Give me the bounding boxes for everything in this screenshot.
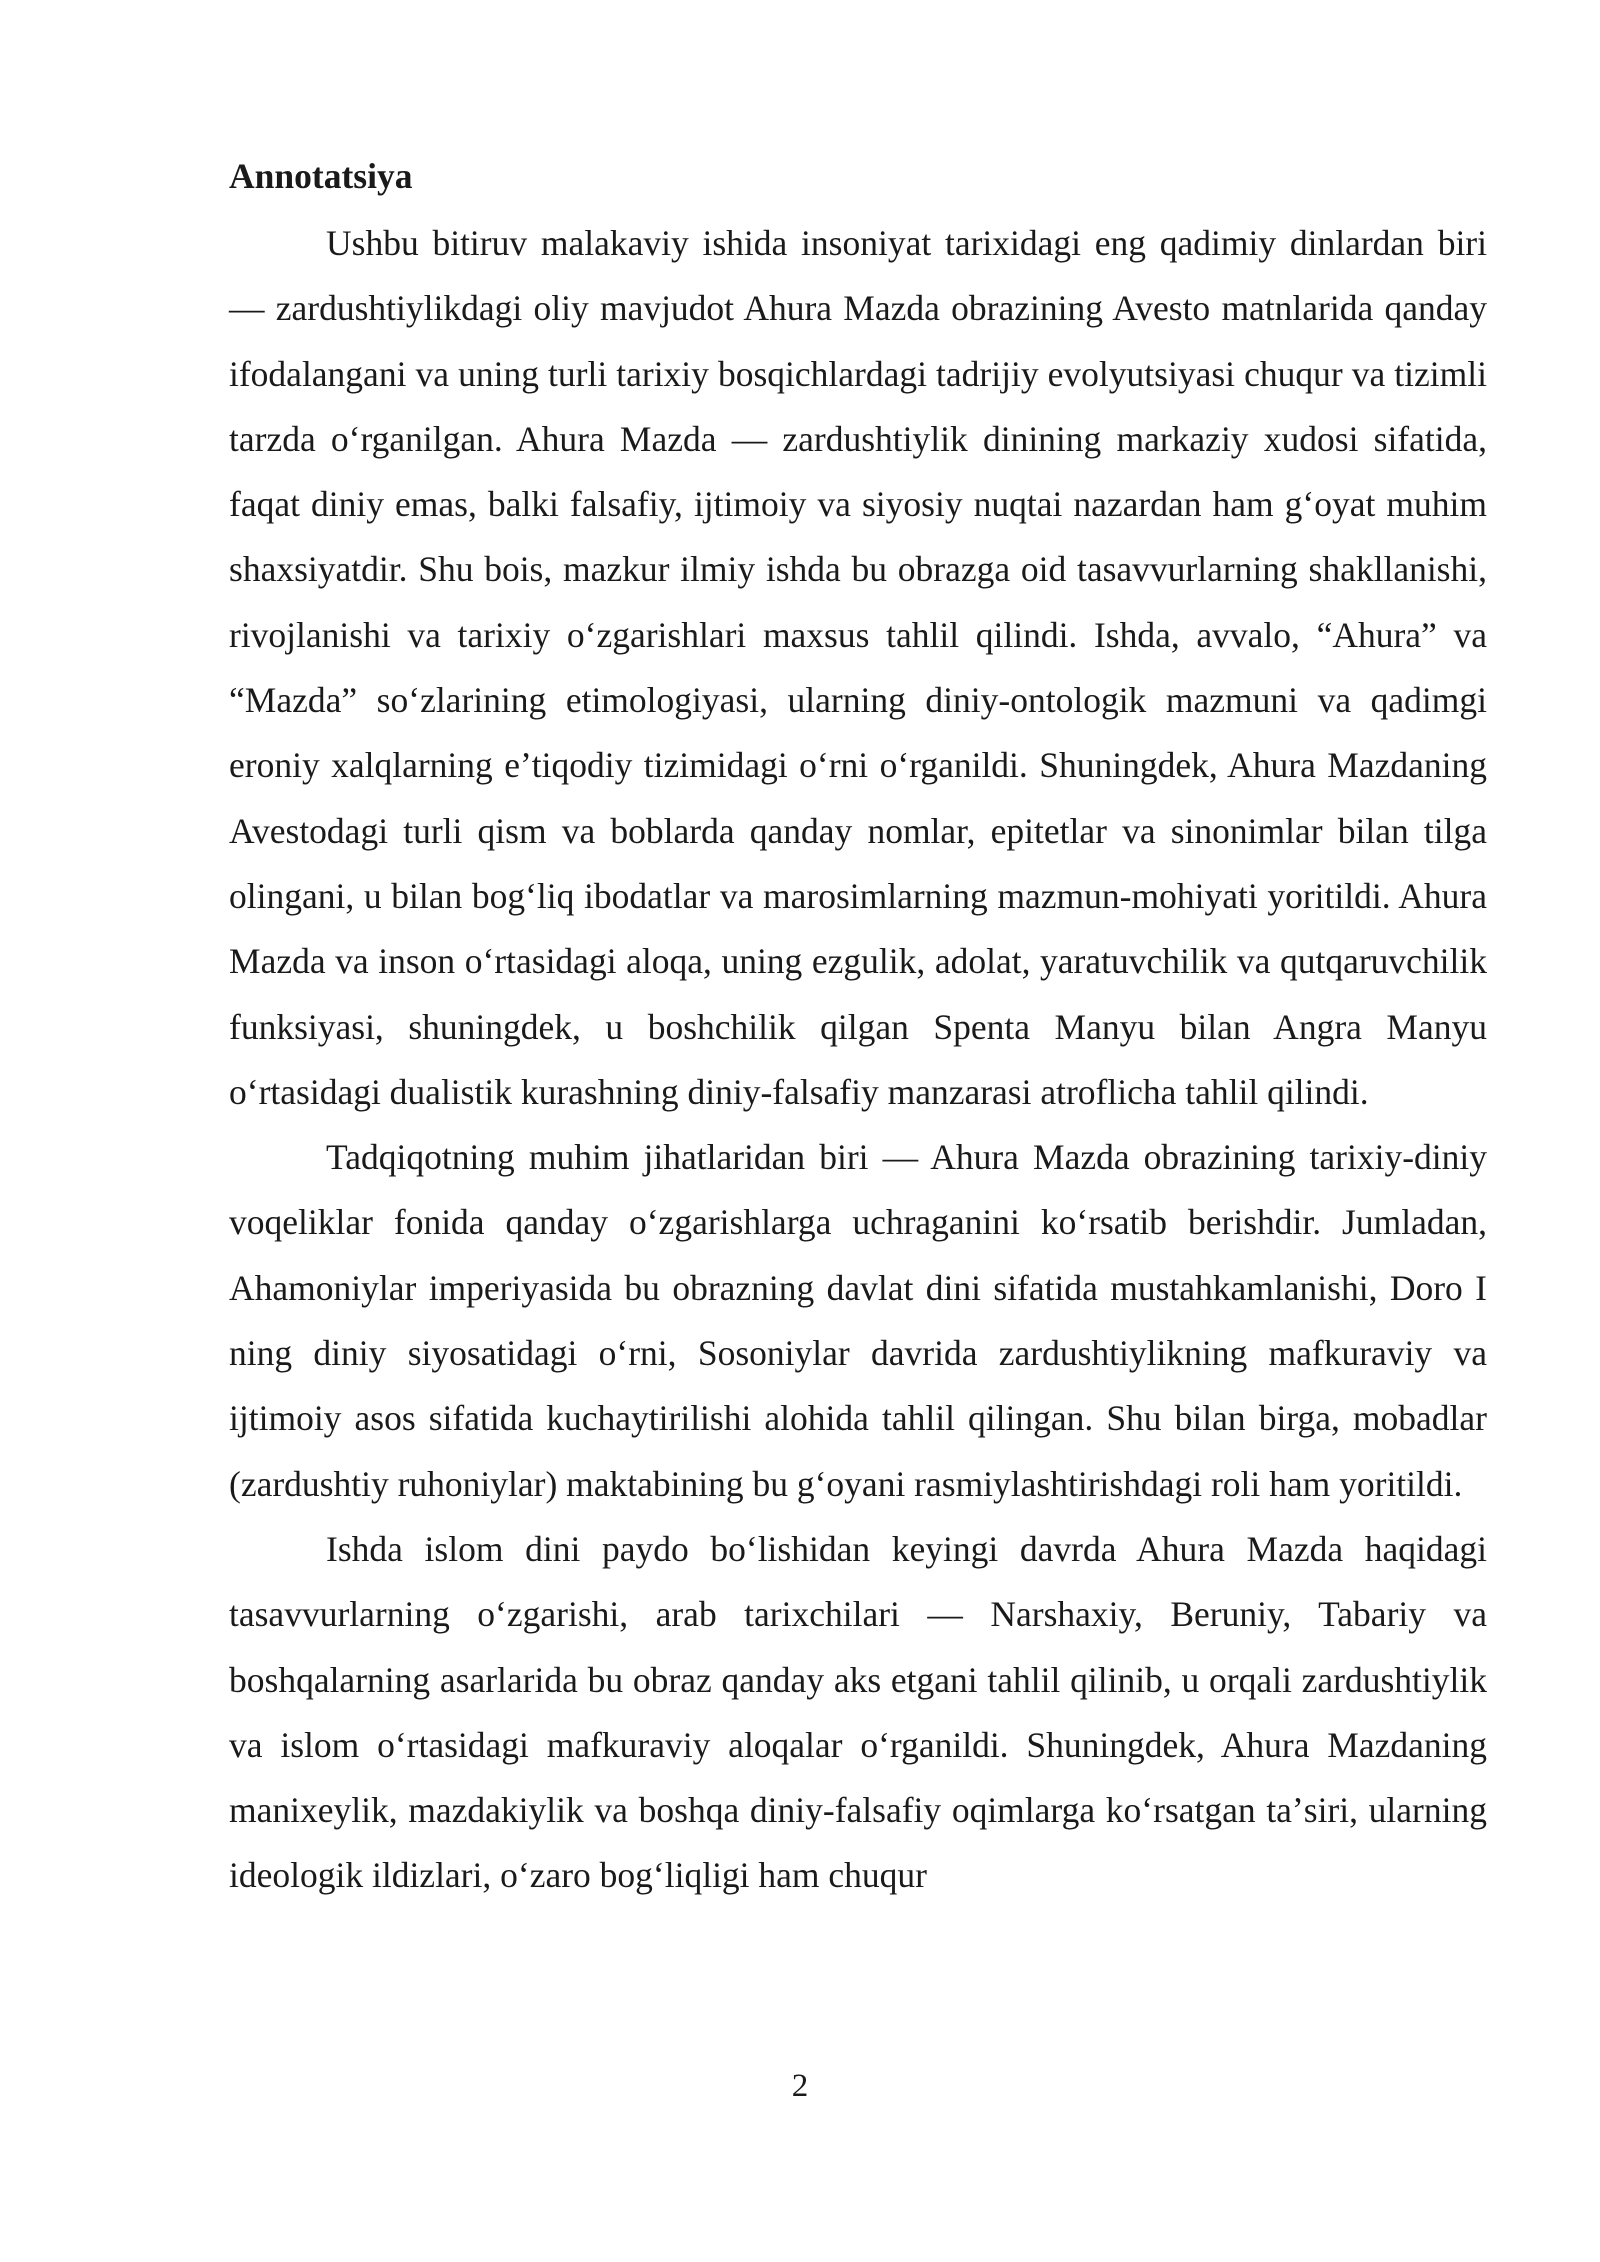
section-heading: Annotatsiya [229,156,413,196]
paragraph-3: Ishda islom dini paydo boʻlishidan keyingi davrda Ahura Mazda haqidagi tasavvurlarning oʻzgarishi, arab tarixchilari — Narshaxiy, Beruniy, Tabariy va boshqalarning asarlarida bu obraz qanday aks etgani tahlil qilinib, u orqali zardushtiylik va islom oʻrtasidagi mafkuraviy aloqalar oʻrganildi. Shuningdek, Ahura Mazdaning manixeylik, mazdakiylik va boshqa diniy-falsafiy oqimlarga koʻrsatgan taʼsiri, ularning ideologik ildizlari, oʻzaro bogʻliqligi ham chuqur [229,1528,1487,1896]
paragraph-1: Ushbu bitiruv malakaviy ishida insoniyat tarixidagi eng qadimiy dinlardan biri — zardushtiylikdagi oliy mavjudot Ahura Mazda obrazining Avesto matnlarida qanday ifodalangani va uning turli tarixiy bosqichlardagi tadrijiy evolyutsiyasi chuqur va tizimli tarzda oʻrganilgan. Ahura Mazda — zardushtiylik dinining markaziy xudosi sifatida, faqat diniy emas, balki falsafiy, ijtimoiy va siyosiy nuqtai nazardan ham gʻoyat muhim shaxsiyatdir. Shu bois, mazkur ilmiy ishda bu obrazga oid tasavvurlarning shakllanishi, rivojlanishi va tarixiy oʻzgarishlari maxsus tahlil qilindi. Ishda, avvalo, “Ahura” va “Mazda” soʻzlarining etimologiyasi, ularning diniy-ontologik mazmuni va qadimgi eroniy xalqlarning eʼtiqodiy tizimidagi oʻrni oʻrganildi. Shuningdek, Ahura Mazdaning Avestodagi turli qism va boblarda qanday nomlar, epitetlar va sinonimlar bilan tilga olingani, u bilan bogʻliq ibodatlar va marosimlarning mazmun-mohiyati yoritildi. Ahura Mazda va inson oʻrtasidagi aloqa, uning ezgulik, adolat, yaratuvchilik va qutqaruvchilik funksiyasi, shuningdek, u boshchilik qilgan Spenta Manyu bilan Angra Manyu oʻrtasidagi dualistik kurashning diniy-falsafiy manzarasi atroflicha tahlil qilindi. [229,223,1487,1112]
document-body [229,150,1487,1909]
paragraph-2: Tadqiqotning muhim jihatlaridan biri — Ahura Mazda obrazining tarixiy-diniy voqeliklar fonida qanday oʻzgarishlarga uchraganini koʻrsatib berishdir. Jumladan, Ahamoniylar imperiyasida bu obrazning davlat dini sifatida mustahkamlanishi, Doro I ning diniy siyosatidagi oʻrni, Sosoniylar davrida zardushtiylikning mafkuraviy va ijtimoiy asos sifatida kuchaytirilishi alohida tahlil qilingan. Shu bilan birga, mobadlar (zardushtiy ruhoniylar) maktabining bu gʻoyani rasmiylashtirishdagi roli ham yoritildi. [229,1137,1487,1504]
page-number: 2 [791,2068,809,2104]
